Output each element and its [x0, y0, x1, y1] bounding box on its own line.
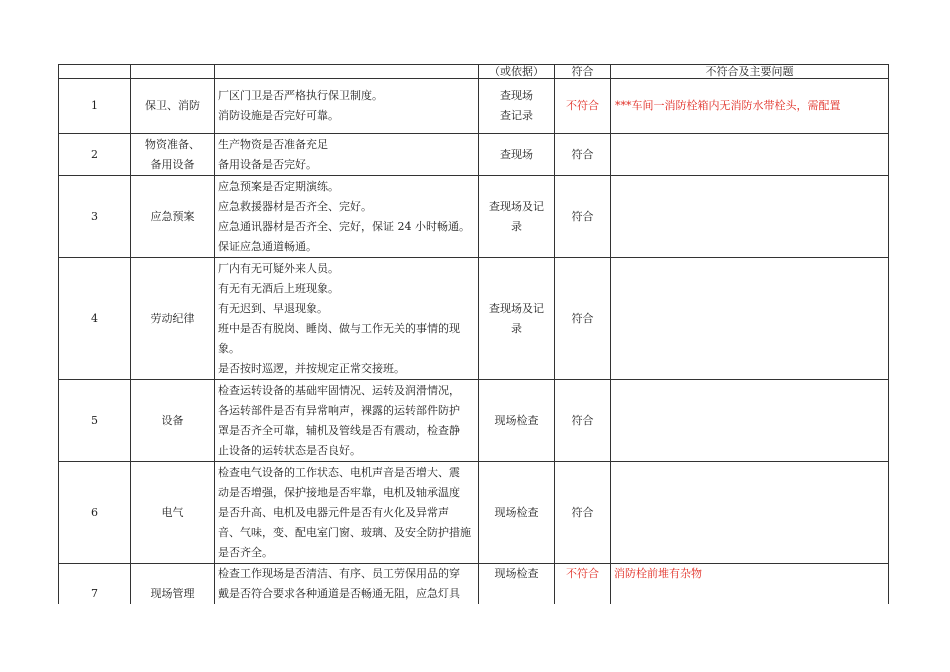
row-category: 电气	[131, 462, 215, 564]
table-row	[59, 462, 889, 564]
item-line: 检查电气设备的工作状态、电机声音是否增大、震	[218, 465, 460, 479]
row-category: 应急预案	[131, 176, 215, 258]
item-line: 厂内有无可疑外来人员。	[218, 261, 339, 275]
row-category: 现场管理	[131, 564, 215, 625]
table-row	[59, 258, 889, 380]
item-line: 象。	[218, 341, 240, 355]
header-result: 符合	[555, 65, 611, 79]
item-line: 应急救援器材是否齐全、完好。	[218, 199, 372, 213]
header-method: （或依据）	[479, 65, 555, 79]
row-method: 查现场 查记录	[479, 79, 555, 134]
row-number: 5	[59, 380, 131, 462]
row-number: 1	[59, 79, 131, 134]
header-no	[59, 65, 131, 79]
row-issues	[611, 462, 889, 564]
row-method: 查现场及记 录	[479, 258, 555, 380]
row-result: 不符合	[555, 79, 611, 134]
row-category: 保卫、消防	[131, 79, 215, 134]
header-category	[131, 65, 215, 79]
row-result: 符合	[555, 380, 611, 462]
item-line: 止设备的运转状态是否良好。	[218, 443, 361, 457]
row-issues	[611, 134, 889, 176]
item-line: 音、气味，变、配电室门窗、玻璃、及安全防护措施	[218, 525, 471, 539]
row-method: 现场检查	[479, 564, 555, 625]
header-row	[59, 65, 889, 79]
item-line: 生产物资是否准备充足	[218, 137, 328, 151]
item-line: 戴是否符合要求各种通道是否畅通无阻，应急灯具	[218, 587, 460, 600]
row-method: 现场检查	[479, 462, 555, 564]
row-method: 查现场及记 录	[479, 176, 555, 258]
item-line: 是否升高、电机及电器元件是否有火化及异常声	[218, 505, 449, 519]
row-items	[215, 462, 479, 564]
row-items	[215, 134, 479, 176]
table-row	[59, 79, 889, 134]
row-items	[215, 79, 479, 134]
row-number: 6	[59, 462, 131, 564]
row-items	[215, 380, 479, 462]
item-line: 班中是否有脱岗、睡岗、做与工作无关的事情的现	[218, 321, 460, 335]
row-number: 4	[59, 258, 131, 380]
item-line: 备用设备是否完好。	[218, 157, 317, 171]
table-row	[59, 380, 889, 462]
row-number: 3	[59, 176, 131, 258]
row-category: 劳动纪律	[131, 258, 215, 380]
row-method: 现场检查	[479, 380, 555, 462]
item-line: 应急通讯器材是否齐全、完好，保证 24 小时畅通。	[218, 219, 470, 233]
row-items	[215, 258, 479, 380]
item-line: 厂区门卫是否严格执行保卫制度。	[218, 89, 383, 102]
row-category: 物资准备、 备用设备	[131, 134, 215, 176]
row-result: 符合	[555, 176, 611, 258]
item-line: 保证应急通道畅通。	[218, 239, 317, 253]
item-line: 有无有无酒后上班现象。	[218, 281, 339, 295]
item-line: 各运转部件是否有异常响声，裸露的运转部件防护	[218, 403, 460, 417]
row-items	[215, 176, 479, 258]
row-result: 不符合	[555, 564, 611, 625]
item-line: 检查运转设备的基础牢固情况、运转及润滑情况，	[218, 383, 460, 397]
item-line: 罩是否齐全可靠，辅机及管线是否有震动，检查静	[218, 423, 460, 437]
row-result: 符合	[555, 462, 611, 564]
row-result: 符合	[555, 134, 611, 176]
item-line: 动是否增强，保护接地是否牢靠，电机及轴承温度	[218, 485, 460, 499]
row-issues	[611, 380, 889, 462]
item-line: 有无迟到、早退现象。	[218, 301, 328, 315]
item-line: 消防设施是否完好可靠。	[218, 109, 339, 122]
row-issues: ***车间一消防栓箱内无消防水带栓头，需配置	[611, 79, 889, 134]
inspection-table	[58, 64, 889, 625]
item-line: 是否按时巡逻，并按规定正常交接班。	[218, 361, 405, 375]
row-category: 设备	[131, 380, 215, 462]
row-number: 2	[59, 134, 131, 176]
header-issues: 不符合及主要问题	[611, 65, 889, 79]
item-line: 应急预案是否定期演练。	[218, 179, 339, 193]
row-issues: 消防栓前堆有杂物	[611, 564, 889, 625]
table-row	[59, 134, 889, 176]
row-issues	[611, 176, 889, 258]
row-number: 7	[59, 564, 131, 625]
row-issues	[611, 258, 889, 380]
page-crop	[0, 604, 950, 672]
header-items	[215, 65, 479, 79]
item-line: 是否齐全。	[218, 545, 273, 559]
row-result: 符合	[555, 258, 611, 380]
item-line: 检查工作现场是否清洁、有序、员工劳保用品的穿	[218, 567, 460, 580]
table-row	[59, 176, 889, 258]
row-method: 查现场	[479, 134, 555, 176]
